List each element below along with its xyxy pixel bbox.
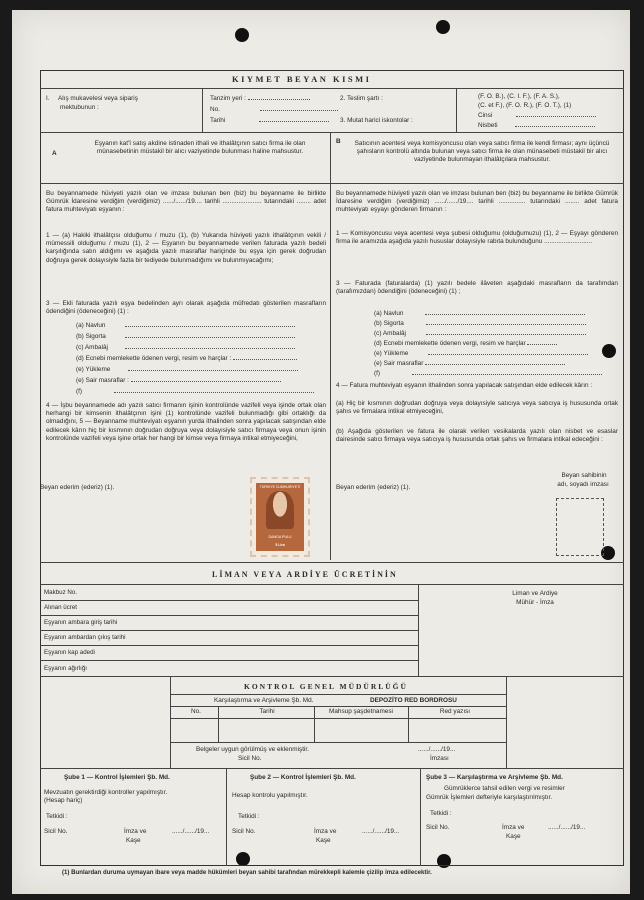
liman-row-label: Eşyanın ambardan çıkış tarihi: [44, 634, 126, 641]
branch-title: Şube 2 — Kontrol İşlemleri Şb. Md.: [250, 774, 356, 781]
kontrol-col-header: Tarihi: [259, 708, 275, 715]
column-a-para1: Bu beyannamede hüviyeti yazılı olan ve imzası bulunan ben (biz) bu beyanname ile birlikte Gümrük İdaresine verdiğim (verdiğimiz) ....../....../19.... tarihli ...................... tutarındaki ........ adet fatura muhteviyatı eşyanın :: [46, 190, 326, 214]
branch-sicil: Sicil No.: [426, 824, 450, 831]
no-label: No.: [210, 106, 220, 113]
kontrol-col-header: Red yazısı: [439, 708, 471, 715]
column-b-item[interactable]: [374, 330, 586, 337]
revenue-stamp: [250, 477, 310, 557]
nisbeti-label: Nisbeti: [478, 122, 498, 129]
column-a-item[interactable]: [76, 388, 314, 395]
column-b-item[interactable]: [374, 370, 602, 377]
kontrol-sub-right: DEPOZİTO RED BORDROSU: [370, 697, 457, 704]
mutat-harici-label: 3. Mutat harici iskontolar :: [340, 117, 413, 124]
branch-text: Hesap kontrolu yapılmıştır.: [232, 792, 308, 799]
column-a-para4: 4 — İşbu beyannamede adı yazılı satıcı firmanın işinin kontrolünde vazifeli veya işinde ortak olan herhangi bir kimsenin ithalâtçının işini (1) kontrolünde vazifeli bulunmadığı gibi ortaklığı da olmadığını, 5 — Beyanname muhteviyatı eşyanın yurda ithalinden sonra yapılacak satışından elde edilecek kârın hiç bir kısmının doğrudan doğruya veya dolayısiyle satıcı firmaya veya onun işinin kontrolünde vazifeli veya işine ortak her hangi bir kimse veya firmaya intikal etmiyeceğini,: [46, 402, 326, 442]
column-a-footer: Beyan ederim (ederiz) (1).: [40, 484, 115, 491]
item-label: (b) Sigorta: [374, 320, 404, 327]
liman-row-label: Eşyanın ağırlığı: [44, 665, 87, 672]
branch-text: Gümrüklerce tahsil edilen vergi ve resimler: [444, 785, 565, 792]
branch-tetkidi: Tetkidi :: [430, 810, 452, 817]
delivery-terms-2: (C. et F.), (F. O. R.), (F. O. T.), (1): [478, 102, 572, 109]
item-label: (c) Ambalâj: [76, 344, 108, 351]
item-label: (d) Ecnebi memlekette ödenen vergi, resim ve harçlar :: [76, 355, 232, 362]
column-b-item[interactable]: [374, 360, 565, 367]
stamp-portrait: [266, 491, 294, 529]
stamp-value: 5 Lira: [275, 543, 285, 547]
item-label: (e) Yükleme: [374, 350, 409, 357]
item-label: (f): [374, 370, 381, 377]
section-number: I.: [46, 95, 50, 102]
stamp-top-text: TÜRKİYE CUMHURİYETİ: [259, 485, 301, 489]
item-label: (f): [76, 388, 83, 395]
column-b-para4a: (a) Hiç bir kısmının doğrudan doğruya veya dolayısiyle satıcıya veya satıcıya iş hususunda ortak şahıs ve firmalara intikal etmiyeceğini,: [336, 400, 618, 416]
item-label: (d) Ecnebi memlekette ödenen vergi, resim ve harçlar: [374, 340, 526, 347]
column-a-intro: Eşyanın kat'î satış akdine istinaden ithali ve ithalâtçının satıcı firma ile olan münasebetinin müstakil bir alıcı vaziyetinde bulunması haline mahsustur.: [94, 140, 306, 156]
column-b-intro: Satıcının acentesi veya komisyoncusu olan veya satıcı firma ile kendi firması; aynı üçüncü şahısların kontrolü altında bulunan veya satıcı firma ile olan münasebeti müstakil bir alıcı vaziyetinde bulunmayan ithalâtçılara mahsustur.: [354, 140, 610, 164]
tanzim-yeri-field[interactable]: [210, 95, 310, 102]
kontrol-col-header: No.: [191, 708, 201, 715]
section1-label-2: mektubunun :: [60, 104, 99, 111]
branch-kase: Kaşe: [506, 833, 521, 840]
branch-sicil: Sicil No.: [232, 828, 256, 835]
kontrol-title: KONTROL GENEL MÜDÜRLÜĞÜ: [244, 682, 408, 691]
branch-title: Şube 3 — Karşılaştırma ve Arşivleme Şb. Md.: [426, 774, 563, 781]
item-label: (e) Sair masraflar: [374, 360, 424, 367]
signature-label-2: adı, soyadı imzası: [557, 481, 609, 488]
column-b-footer: Beyan ederim (ederiz) (1).: [336, 484, 411, 491]
signature-label: Beyan sahibinin: [561, 472, 607, 479]
item-label: (e) Sair masraflar :: [76, 377, 129, 384]
kontrol-sub-left: Karşılaştırma ve Arşivleme Şb. Md.: [214, 697, 314, 704]
item-label: (a) Navlun: [76, 322, 106, 329]
column-a-item[interactable]: [76, 333, 295, 340]
branch-sicil: Sicil No.: [44, 828, 68, 835]
liman-row-label: Makbuz No.: [44, 589, 78, 596]
kontrol-col-header: Mahsup şaşdetnamesi: [329, 708, 393, 715]
form-title: KIYMET BEYAN KISMI: [232, 74, 372, 84]
cinsi-label: Cinsi: [478, 112, 493, 119]
branch-imza: İmza ve: [502, 824, 525, 831]
branch-kase: Kaşe: [316, 837, 331, 844]
column-b-para4: 4 — Fatura muhteviyatı eşyanın ithalinden sonra yapılacak satışından elde edilecek kârın :: [336, 382, 593, 389]
cinsi-field[interactable]: [478, 112, 596, 119]
liman-row-label: Alınan ücret: [44, 604, 78, 611]
teslim-sarti-label: 2. Teslim şartı :: [340, 95, 383, 102]
branch-kase: Kaşe: [126, 837, 141, 844]
branch-text-2: Gümrük İşlemleri defteriyle karşılaştırılmıştır.: [426, 794, 553, 801]
column-b-item[interactable]: [374, 340, 557, 347]
liman-title: LİMAN VEYA ARDİYE ÜCRETİNİN: [212, 570, 398, 579]
branch-tetkidi: Tetkidi :: [238, 813, 260, 820]
item-label: (c) Ambalâj: [374, 330, 406, 337]
liman-row-label: Eşyanın kap adedi: [44, 649, 95, 656]
nisbeti-field[interactable]: [478, 122, 595, 129]
punch-hole: [235, 28, 249, 42]
delivery-terms: (F. O. B.), (C. I. F.), (F. A. S.),: [478, 93, 560, 100]
section1-label: Alış mukavelesi veya sipariş: [58, 95, 138, 102]
signature-box[interactable]: [556, 498, 604, 556]
column-b-para3: 3 — Faturada (faturalarda) (1) yazılı bedele ilâveten aşağıdaki masrafların da tarafımdan (tarafımızdan) ödendiğini (ödeneceğini) (1) ;: [336, 280, 618, 296]
branch-tetkidi: Tetkidi :: [46, 813, 68, 820]
branch-date: ....../....../19...: [548, 824, 586, 831]
kontrol-imza: İmzası: [430, 755, 449, 762]
liman-row-label: Eşyanın ambara giriş tarihi: [44, 619, 118, 626]
column-b-item[interactable]: [374, 320, 586, 327]
column-a-item[interactable]: [76, 344, 295, 351]
branch-date: ....../....../19...: [362, 828, 400, 835]
column-a-letter: A: [52, 150, 57, 157]
column-b-letter: B: [336, 138, 341, 145]
column-b-item[interactable]: [374, 350, 588, 357]
column-a-para2: 1 — (a) Hakiki ithalâtçısı olduğumu / muzu (1), (b) Yukarıda hüviyeti yazılı ithalâtçının vekili / mümessili olduğumu / muzu (1), 2 — Eşyanın bu beyannamede verilen faturada yazılı bedeli karşılığında satın aldığımı ve aşağıda yazılı masraflar hariçinde bu eşya için gerek doğrudan doğruya gerek dolayısiyle fazla bir tediyede bulunmadığımı ve bulunmıyacağımı;: [46, 232, 326, 264]
tanzim-yeri-label: Tanzim yeri :: [210, 95, 246, 102]
punch-hole: [436, 20, 450, 34]
column-b-para2: 1 — Komisyoncusu veya acentesi veya şubesi olduğumu (olduğumuzu) (1), 2 — Eşyayı gönderen firma ile aramızda aşağıda yazılı hususlar dolayısiyle rabıta bulunduğunu ...........................: [336, 230, 618, 246]
column-a-para3: 3 — Ekli faturada yazılı eşya bedelinden ayrı olarak aşağıda müfredatı gösterilen masrafların ödendiğini (ödeneceğini) (1) :: [46, 300, 326, 316]
column-b-para1: Bu beyannamede hüviyeti yazılı olan ve imzası bulunan ben (biz) bu beyanname ile birlikte Gümrük İdaresine verdiğim (verdiğimiz) ....../....../19.... tarihli ............... tutarındaki ........ adet fatura muhteviyatı eşyayı gönderen firmanın :: [336, 190, 618, 214]
column-a-item[interactable]: [76, 377, 281, 384]
column-b-para4b: (b) Aşağıda gösterilen ve fatura ile olarak verilen vesikalarda yazılı olan nisbet ve esaslar dairesinde satıcı firmaya veya satıcıya iş hususunda ortak şahıs ve firmalara intikal edeceğini :: [336, 428, 618, 444]
column-a-item[interactable]: [76, 355, 297, 362]
branch-date: ....../....../19...: [172, 828, 210, 835]
branch-title: Şube 1 — Kontrol İşlemleri Şb. Md.: [64, 774, 170, 781]
kontrol-sicil: Sicil No.: [238, 755, 262, 762]
kontrol-belgeler: Belgeler uygun görülmüş ve eklenmiştir.: [196, 746, 309, 753]
column-a-item[interactable]: [76, 322, 295, 329]
kontrol-date: ....../....../19...: [418, 746, 456, 753]
branch-imza: İmza ve: [124, 828, 147, 835]
liman-stamp-label: Liman ve Ardiye: [512, 590, 558, 597]
column-b-item[interactable]: [374, 310, 585, 317]
no-field[interactable]: [210, 106, 338, 113]
branch-imza: İmza ve: [314, 828, 337, 835]
item-label: (b) Sigorta: [76, 333, 106, 340]
tarihi-field[interactable]: [210, 117, 329, 124]
column-a-item[interactable]: [76, 366, 298, 373]
item-label: (a) Navlun: [374, 310, 404, 317]
liman-stamp-label-2: Mühür - İmza: [516, 599, 554, 606]
item-label: (e) Yükleme: [76, 366, 111, 373]
stamp-label: DAMGA PULU: [268, 535, 292, 539]
branch-text-2: (Hesap hariç): [44, 797, 83, 804]
footnote: (1) Bunlardan duruma uymayan ibare veya madde hükümleri beyan sahibi tarafından mürekkepli kalemle çizilip imza edilecektir.: [62, 869, 432, 876]
branch-text: Mevzuatın gerektirdiği kontroller yapılmıştır.: [44, 789, 168, 796]
tarihi-label: Tarihi: [210, 117, 226, 124]
